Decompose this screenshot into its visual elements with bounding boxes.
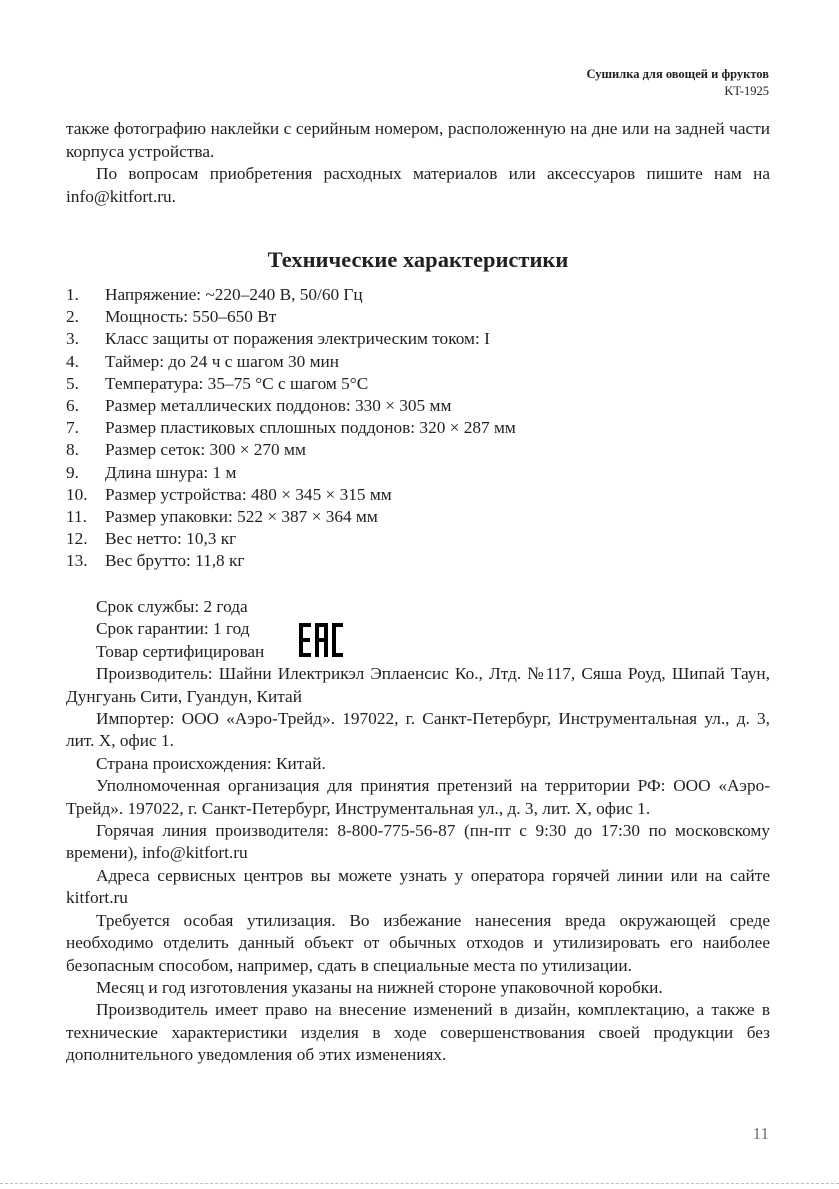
spec-text: Размер пластиковых сплошных поддонов: 320 × 287 мм xyxy=(105,418,516,438)
spec-text: Размер устройства: 480 × 345 × 315 мм xyxy=(105,484,392,504)
spec-text: Температура: 35–75 °С с шагом 5°С xyxy=(105,373,369,393)
service-centers: Адреса сервисных центров вы можете узнать у оператора горячей линии или на сайте kitfort.ru xyxy=(66,865,770,908)
changes-notice: Производитель имеет право на внесение изменений в дизайн, комплектацию, а также в технические характеристики изделия в ходе совершенствования своей продукции без дополнительного уведомления об этих изменениях. xyxy=(66,1000,770,1065)
spec-item xyxy=(66,506,516,528)
warranty: Срок гарантии: 1 год xyxy=(96,619,250,639)
intro-paragraph-1: также фотографию наклейки с серийным номером, расположенную на дне или на задней части корпуса устройства. xyxy=(66,119,770,161)
spec-text: Длина шнура: 1 м xyxy=(105,462,237,482)
page-cut-line xyxy=(0,1183,839,1184)
spec-item xyxy=(66,306,516,328)
spec-text: Размер упаковки: 522 × 387 × 364 мм xyxy=(105,507,378,527)
spec-text: Таймер: до 24 ч с шагом 30 мин xyxy=(105,351,340,371)
certified: Товар сертифицирован xyxy=(96,641,265,661)
intro-paragraph-2: По вопросам приобретения расходных материалов или аксессуаров пишите нам на info@kitfort.ru. xyxy=(66,164,770,206)
spec-item xyxy=(66,328,516,350)
spec-item xyxy=(66,417,516,439)
spec-number: 11. xyxy=(66,507,87,527)
specs-list xyxy=(66,284,516,573)
spec-item xyxy=(66,550,516,572)
hotline: Горячая линия производителя: 8-800-775-56-87 (пн-пт с 9:30 до 17:30 по московскому времени), info@kitfort.ru xyxy=(66,821,770,863)
spec-text: Класс защиты от поражения электрическим током: I xyxy=(105,329,490,349)
spec-item xyxy=(66,528,516,550)
importer: Импортер: ООО «Аэро-Трейд». 197022, г. Санкт-Петербург, Инструментальная ул., д. 3, лит. Х, офис 1. xyxy=(66,709,770,751)
country-of-origin: Страна происхождения: Китай. xyxy=(96,753,326,773)
running-header xyxy=(586,66,769,100)
eac-mark-icon xyxy=(298,622,344,658)
manufacturer: Производитель: Шайни Илектрикэл Эплаенсис Ко., Лтд. №117, Сяша Роуд, Шипай Таун, Дунгуань Сити, Гуандун, Китай xyxy=(66,664,770,706)
spec-text: Напряжение: ~220–240 В, 50/60 Гц xyxy=(105,285,363,304)
disposal-notice: Требуется особая утилизация. Во избежание нанесения вреда окружающей среде необходимо отделить данный объект от обычных отходов и утилизировать его наиболее безопасным способом, например, сдать в специальные места по утилизации. xyxy=(66,910,770,975)
spec-text: Вес брутто: 11,8 кг xyxy=(105,551,245,571)
spec-item xyxy=(66,439,516,461)
spec-item xyxy=(66,351,516,373)
spec-number: 9. xyxy=(66,462,79,482)
section-title: Технические характеристики xyxy=(267,247,569,272)
spec-number: 4. xyxy=(66,351,79,371)
spec-number: 2. xyxy=(66,307,79,327)
spec-number: 5. xyxy=(66,373,79,393)
page-number: 11 xyxy=(752,1124,769,1143)
spec-number: 1. xyxy=(66,285,79,304)
spec-number: 13. xyxy=(66,551,88,571)
spec-item xyxy=(66,284,516,306)
authorized-organization: Уполномоченная организация для принятия претензий на территории РФ: ООО «Аэро-Трейд». 197022, г. Санкт-Петербург, Инструментальная ул., д. 3, лит. Х, офис 1. xyxy=(66,776,770,818)
spec-item xyxy=(66,462,516,484)
spec-text: Размер металлических поддонов: 330 × 305 мм xyxy=(105,396,452,416)
intro-text xyxy=(66,118,770,208)
manufacture-date-note: Месяц и год изготовления указаны на нижней стороне упаковочной коробки. xyxy=(96,977,663,997)
spec-text: Размер сеток: 300 × 270 мм xyxy=(105,440,306,460)
spec-number: 12. xyxy=(66,529,88,549)
spec-number: 10. xyxy=(66,484,88,504)
spec-number: 8. xyxy=(66,440,79,460)
product-info xyxy=(66,596,770,1067)
spec-number: 7. xyxy=(66,418,79,438)
header-product-name: Сушилка для овощей и фруктов xyxy=(586,67,769,81)
service-life: Срок службы: 2 года xyxy=(96,597,248,616)
spec-text: Мощность: 550–650 Вт xyxy=(105,307,277,327)
header-model: KT-1925 xyxy=(724,84,769,98)
spec-item xyxy=(66,395,516,417)
spec-text: Вес нетто: 10,3 кг xyxy=(105,529,237,549)
spec-item xyxy=(66,484,516,506)
spec-number: 3. xyxy=(66,329,79,349)
spec-number: 6. xyxy=(66,396,79,416)
spec-item xyxy=(66,373,516,395)
